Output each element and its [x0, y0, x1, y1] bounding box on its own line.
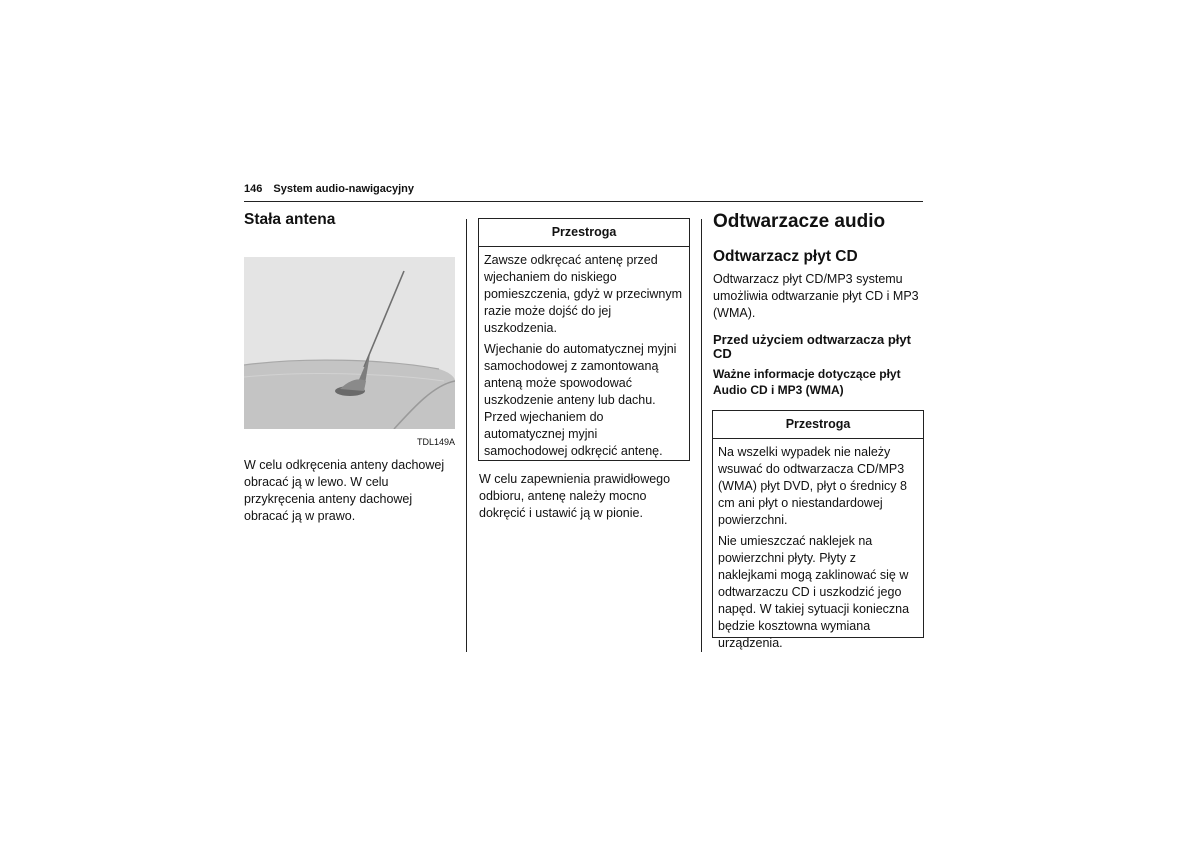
before-use-heading: Przed użyciem odtwarzacza płyt CD [713, 332, 911, 361]
figure-caption: TDL149A [416, 437, 455, 447]
section-title: System audio-nawigacyjny [273, 183, 415, 195]
warning-paragraph: Zawsze odkręcać antenę przed wjechaniem do niskiego pomieszczenia, gdyż w przeciwnym razie może dojść do jej uszkodzenia. [484, 253, 682, 335]
column-divider-right [701, 219, 702, 652]
antenna-heading: Stała antena [244, 211, 336, 228]
disc-info-heading: Ważne informacje dotyczące płyt Audio CD i MP3 (WMA) [713, 367, 901, 397]
page-number: 146 [244, 183, 263, 195]
warning-body [479, 247, 689, 460]
warning-paragraph: Wjechanie do automatycznej myjni samochodowej z zamontowaną anteną może spowodować uszkodzenie anteny lub dachu. Przed wjechaniem do automatycznej myjni samochodowej odkręcić antenę. [484, 342, 677, 458]
warning-box-antenna [478, 218, 690, 461]
header-divider [244, 201, 923, 202]
antenna-paragraph: W celu odkręcenia anteny dachowej obracać ją w lewo. W celu przykręcenia anteny dachowej obracać ją w prawo. [244, 458, 445, 523]
antenna-illustration [244, 257, 455, 429]
reception-paragraph: W celu zapewnienia prawidłowego odbioru, antenę należy mocno dokręcić i ustawić ją w pionie. [479, 472, 671, 520]
column-divider-left [466, 219, 467, 652]
roof-antenna-image [244, 257, 455, 429]
warning-title: Przestroga [713, 411, 923, 439]
running-header [244, 183, 922, 195]
warning-paragraph: Nie umieszczać naklejek na powierzchni płyty. Płyty z naklejkami mogą zaklinować się w odtwarzaczu CD i uszkodzić jego napęd. W takiej sytuacji konieczna będzie kosztowna wymiana urządzenia. [718, 534, 910, 650]
audio-players-title: Odtwarzacze audio [713, 211, 886, 232]
warning-body [713, 439, 923, 652]
warning-paragraph: Na wszelki wypadek nie należy wsuwać do odtwarzacza CD/MP3 (WMA) płyt DVD, płyt o średnicy 8 cm ani płyt o niestandardowej powierzchni. [718, 445, 907, 527]
warning-title: Przestroga [479, 219, 689, 247]
warning-box-cd [712, 410, 924, 650]
cd-player-intro: Odtwarzacz płyt CD/MP3 systemu umożliwia odtwarzanie płyt CD i MP3 (WMA). [713, 272, 919, 320]
cd-player-heading: Odtwarzacz płyt CD [713, 248, 858, 265]
